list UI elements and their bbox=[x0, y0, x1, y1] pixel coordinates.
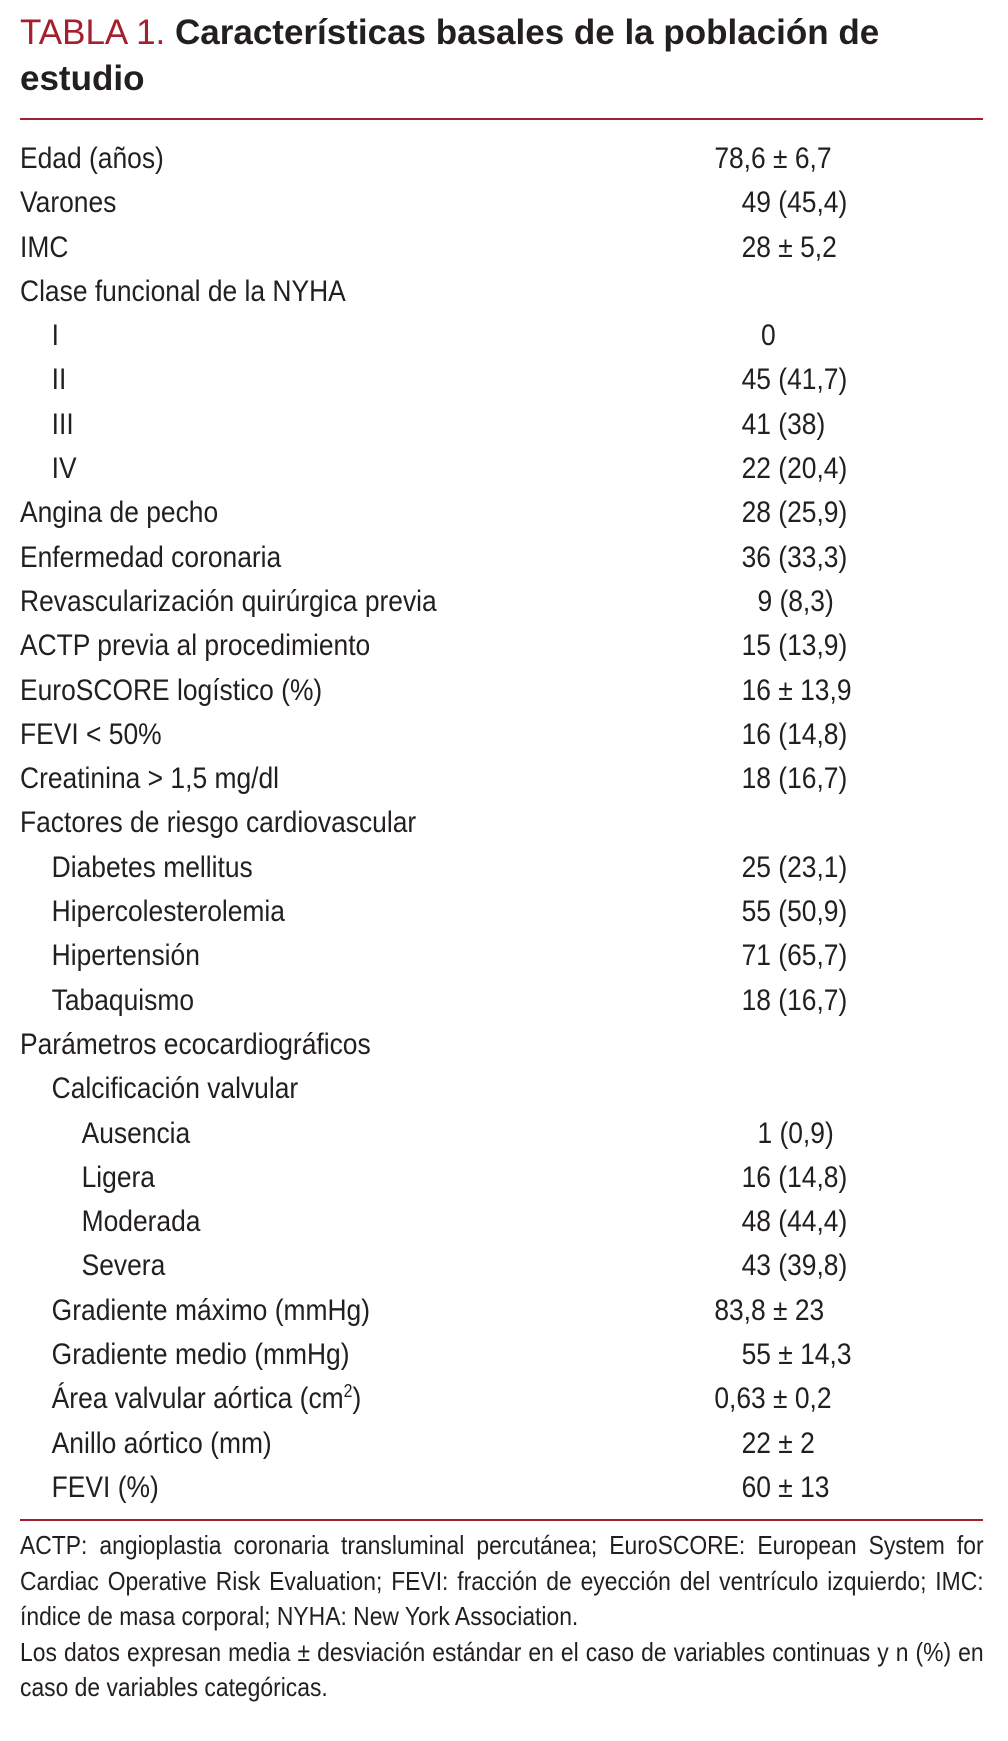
row-label: Creatinina > 1,5 mg/dl bbox=[20, 762, 280, 796]
row-value: 0,63 ± 0,2 bbox=[714, 1382, 832, 1416]
row-label: I bbox=[51, 319, 60, 353]
table-row bbox=[20, 226, 867, 270]
row-label: Parámetros ecocardiográficos bbox=[20, 1027, 371, 1061]
table-title bbox=[20, 10, 980, 102]
row-value: 55 ± 14,3 bbox=[741, 1338, 852, 1372]
row-label: Diabetes mellitus bbox=[51, 850, 253, 884]
row-label: Varones bbox=[20, 186, 117, 220]
row-label: Gradiente máximo (mmHg) bbox=[51, 1293, 371, 1327]
row-value: 78,6 ± 6,7 bbox=[714, 142, 832, 175]
table-row bbox=[20, 624, 867, 668]
row-label: Moderada bbox=[81, 1205, 201, 1239]
row-value: 18 (16,7) bbox=[741, 762, 848, 796]
table-row bbox=[20, 1067, 867, 1111]
table-row bbox=[20, 846, 867, 890]
table-row bbox=[20, 270, 867, 314]
row-value: 41 (38) bbox=[741, 407, 826, 441]
row-label bbox=[52, 1377, 362, 1421]
row-value: 55 (50,9) bbox=[741, 895, 848, 929]
table-row bbox=[20, 137, 867, 181]
row-value: 45 (41,7) bbox=[741, 363, 848, 397]
table-row bbox=[20, 1244, 867, 1288]
row-value: 15 (13,9) bbox=[741, 629, 848, 663]
row-value: 16 (14,8) bbox=[741, 717, 848, 751]
row-value: 18 (16,7) bbox=[741, 983, 848, 1017]
table-row bbox=[20, 1289, 867, 1333]
row-value: 25 (23,1) bbox=[741, 850, 848, 884]
row-label: Edad (años) bbox=[20, 142, 164, 175]
row-label: Hipertensión bbox=[51, 939, 200, 973]
table-row bbox=[20, 801, 867, 845]
row-value: 48 (44,4) bbox=[741, 1205, 848, 1239]
table-footnote bbox=[20, 1528, 984, 1706]
table-row bbox=[20, 1112, 867, 1156]
table-row bbox=[20, 890, 867, 934]
row-value: 0 bbox=[760, 319, 776, 353]
row-label: II bbox=[51, 363, 67, 397]
row-value: 28 (25,9) bbox=[741, 496, 848, 530]
row-label: Ausencia bbox=[81, 1116, 191, 1150]
row-value: 28 ± 5,2 bbox=[741, 230, 837, 264]
table-row bbox=[20, 1333, 867, 1377]
row-label: FEVI < 50% bbox=[20, 717, 162, 751]
table-body bbox=[20, 137, 983, 1510]
table-label: TABLA 1. bbox=[20, 13, 166, 52]
table-row bbox=[20, 669, 867, 713]
row-label: Calcificación valvular bbox=[51, 1072, 299, 1106]
table-row bbox=[20, 934, 867, 978]
row-label-text: Área valvular aórtica (cm bbox=[51, 1382, 344, 1416]
bottom-rule bbox=[20, 1519, 983, 1521]
table-row bbox=[20, 1422, 867, 1466]
top-rule bbox=[20, 118, 983, 120]
row-label: III bbox=[51, 407, 74, 441]
row-label: Angina de pecho bbox=[20, 496, 219, 530]
row-label: Factores de riesgo cardiovascular bbox=[20, 806, 417, 840]
row-value: 36 (33,3) bbox=[741, 540, 848, 574]
row-label: Hipercolesterolemia bbox=[51, 895, 285, 929]
row-label: Severa bbox=[81, 1249, 166, 1283]
table-row bbox=[20, 403, 867, 447]
row-value: 1 (0,9) bbox=[757, 1116, 834, 1150]
footnote-abbreviations: ACTP: angioplastia coronaria transluminal percutánea; EuroSCORE: European System for Cardiac Operative Risk Evaluation; FEVI: fracción de eyección del ventrículo izquierdo; IMC: índice de masa corporal; NYHA: New York Association. bbox=[20, 1530, 984, 1631]
table-row bbox=[20, 314, 867, 358]
row-label: Clase funcional de la NYHA bbox=[20, 274, 346, 308]
row-label: Ligera bbox=[81, 1160, 155, 1194]
table-row bbox=[20, 358, 867, 402]
superscript: 2 bbox=[343, 1381, 353, 1402]
row-value: 16 ± 13,9 bbox=[741, 673, 852, 707]
table-row bbox=[20, 536, 867, 580]
row-value: 43 (39,8) bbox=[741, 1249, 848, 1283]
row-value: 83,8 ± 23 bbox=[714, 1293, 825, 1327]
table-row bbox=[20, 1156, 867, 1200]
row-label: FEVI (%) bbox=[51, 1470, 159, 1504]
row-label: IMC bbox=[20, 230, 69, 264]
footnote-data-note: Los datos expresan media ± desviación estándar en el caso de variables continuas y n (%) en caso de variables categóricas. bbox=[20, 1636, 984, 1702]
table-row bbox=[20, 1200, 867, 1244]
row-label: Anillo aórtico (mm) bbox=[51, 1426, 272, 1460]
row-value: 49 (45,4) bbox=[741, 186, 848, 220]
row-value: 22 ± 2 bbox=[741, 1426, 815, 1460]
row-label: IV bbox=[51, 452, 77, 486]
row-label: Tabaquismo bbox=[51, 983, 195, 1017]
row-value: 60 ± 13 bbox=[741, 1470, 830, 1504]
row-value: 71 (65,7) bbox=[741, 939, 848, 973]
row-label: ACTP previa al procedimiento bbox=[20, 629, 371, 663]
row-label: Enfermedad coronaria bbox=[20, 540, 282, 574]
table-row bbox=[20, 181, 867, 225]
row-label: Revascularización quirúrgica previa bbox=[20, 584, 437, 618]
table-row bbox=[20, 447, 867, 491]
row-label: EuroSCORE logístico (%) bbox=[20, 673, 323, 707]
table-row bbox=[20, 713, 867, 757]
table-row bbox=[20, 580, 867, 624]
row-value: 9 (8,3) bbox=[757, 584, 834, 618]
table-row bbox=[20, 1377, 867, 1421]
table-row bbox=[20, 1466, 867, 1510]
table-row bbox=[20, 491, 867, 535]
row-label-suffix: ) bbox=[352, 1382, 362, 1416]
table-row bbox=[20, 979, 867, 1023]
row-label: Gradiente medio (mmHg) bbox=[51, 1338, 350, 1372]
table-row bbox=[20, 757, 867, 801]
row-value: 16 (14,8) bbox=[741, 1160, 848, 1194]
row-value: 22 (20,4) bbox=[741, 452, 848, 486]
table-title-text: Características basales de la población de estudio bbox=[20, 13, 880, 98]
table-row bbox=[20, 1023, 867, 1067]
